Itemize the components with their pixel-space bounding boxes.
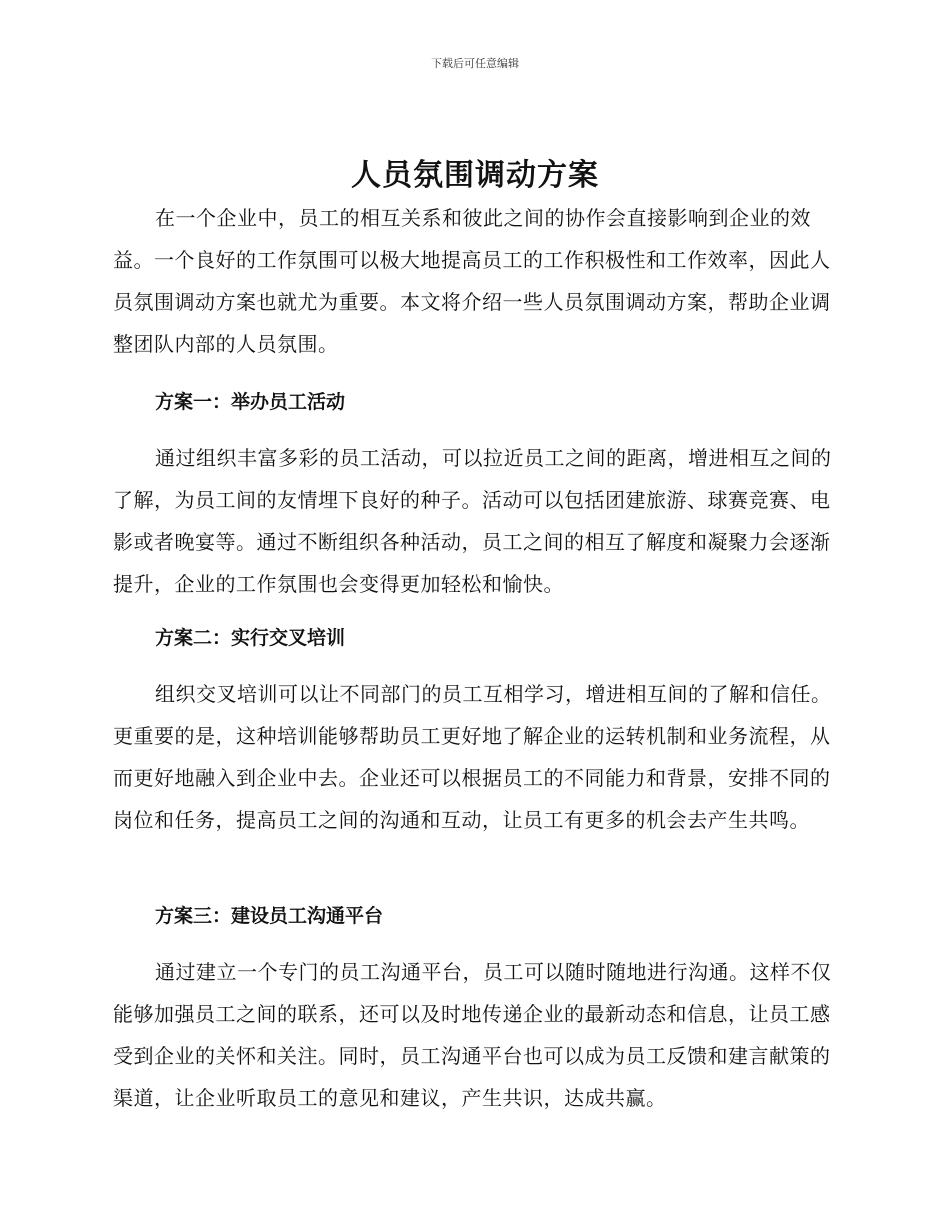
document-title: 人员氛围调动方案 (351, 158, 599, 193)
header-note: 下载后可任意编辑 (431, 57, 519, 70)
section-1-paragraph: 通过组织丰富多彩的员工活动，可以拉近员工之间的距离，增进相互之间的了解，为员工间的友情埋下良好的种子。活动可以包括团建旅游、球赛竞赛、电影或者晚宴等。通过不断组织各种活动，员工之间的相互了解度和凝聚力会逐渐提升，企业的工作氛围也会变得更加轻松和愉快。 (113, 446, 832, 596)
intro-paragraph: 在一个企业中，员工的相互关系和彼此之间的协作会直接影响到企业的效益。一个良好的工作氛围可以极大地提高员工的工作积极性和工作效率，因此人员氛围调动方案也就尤为重要。本文将介绍一些人员氛围调动方案，帮助企业调整团队内部的人员氛围。 (113, 206, 831, 356)
section-1-heading: 方案一：举办员工活动 (155, 391, 346, 413)
section-3-paragraph: 通过建立一个专门的员工沟通平台，员工可以随时随地进行沟通。这样不仅能够加强员工之间的联系，还可以及时地传递企业的最新动态和信息，让员工感受到企业的关怀和关注。同时，员工沟通平台也可以成为员工反馈和建言献策的渠道，让企业听取员工的意见和建议，产生共识，达成共赢。 (113, 960, 832, 1110)
section-2-heading: 方案二：实行交叉培训 (155, 627, 346, 649)
section-2-paragraph: 组织交叉培训可以让不同部门的员工互相学习，增进相互间的了解和信任。更重要的是，这种培训能够帮助员工更好地了解企业的运转机制和业务流程，从而更好地融入到企业中去。企业还可以根据员工的不同能力和背景，安排不同的岗位和任务，提高员工之间的沟通和互动，让员工有更多的机会去产生共鸣。 (113, 682, 832, 832)
section-3-heading: 方案三：建设员工沟通平台 (155, 905, 384, 927)
